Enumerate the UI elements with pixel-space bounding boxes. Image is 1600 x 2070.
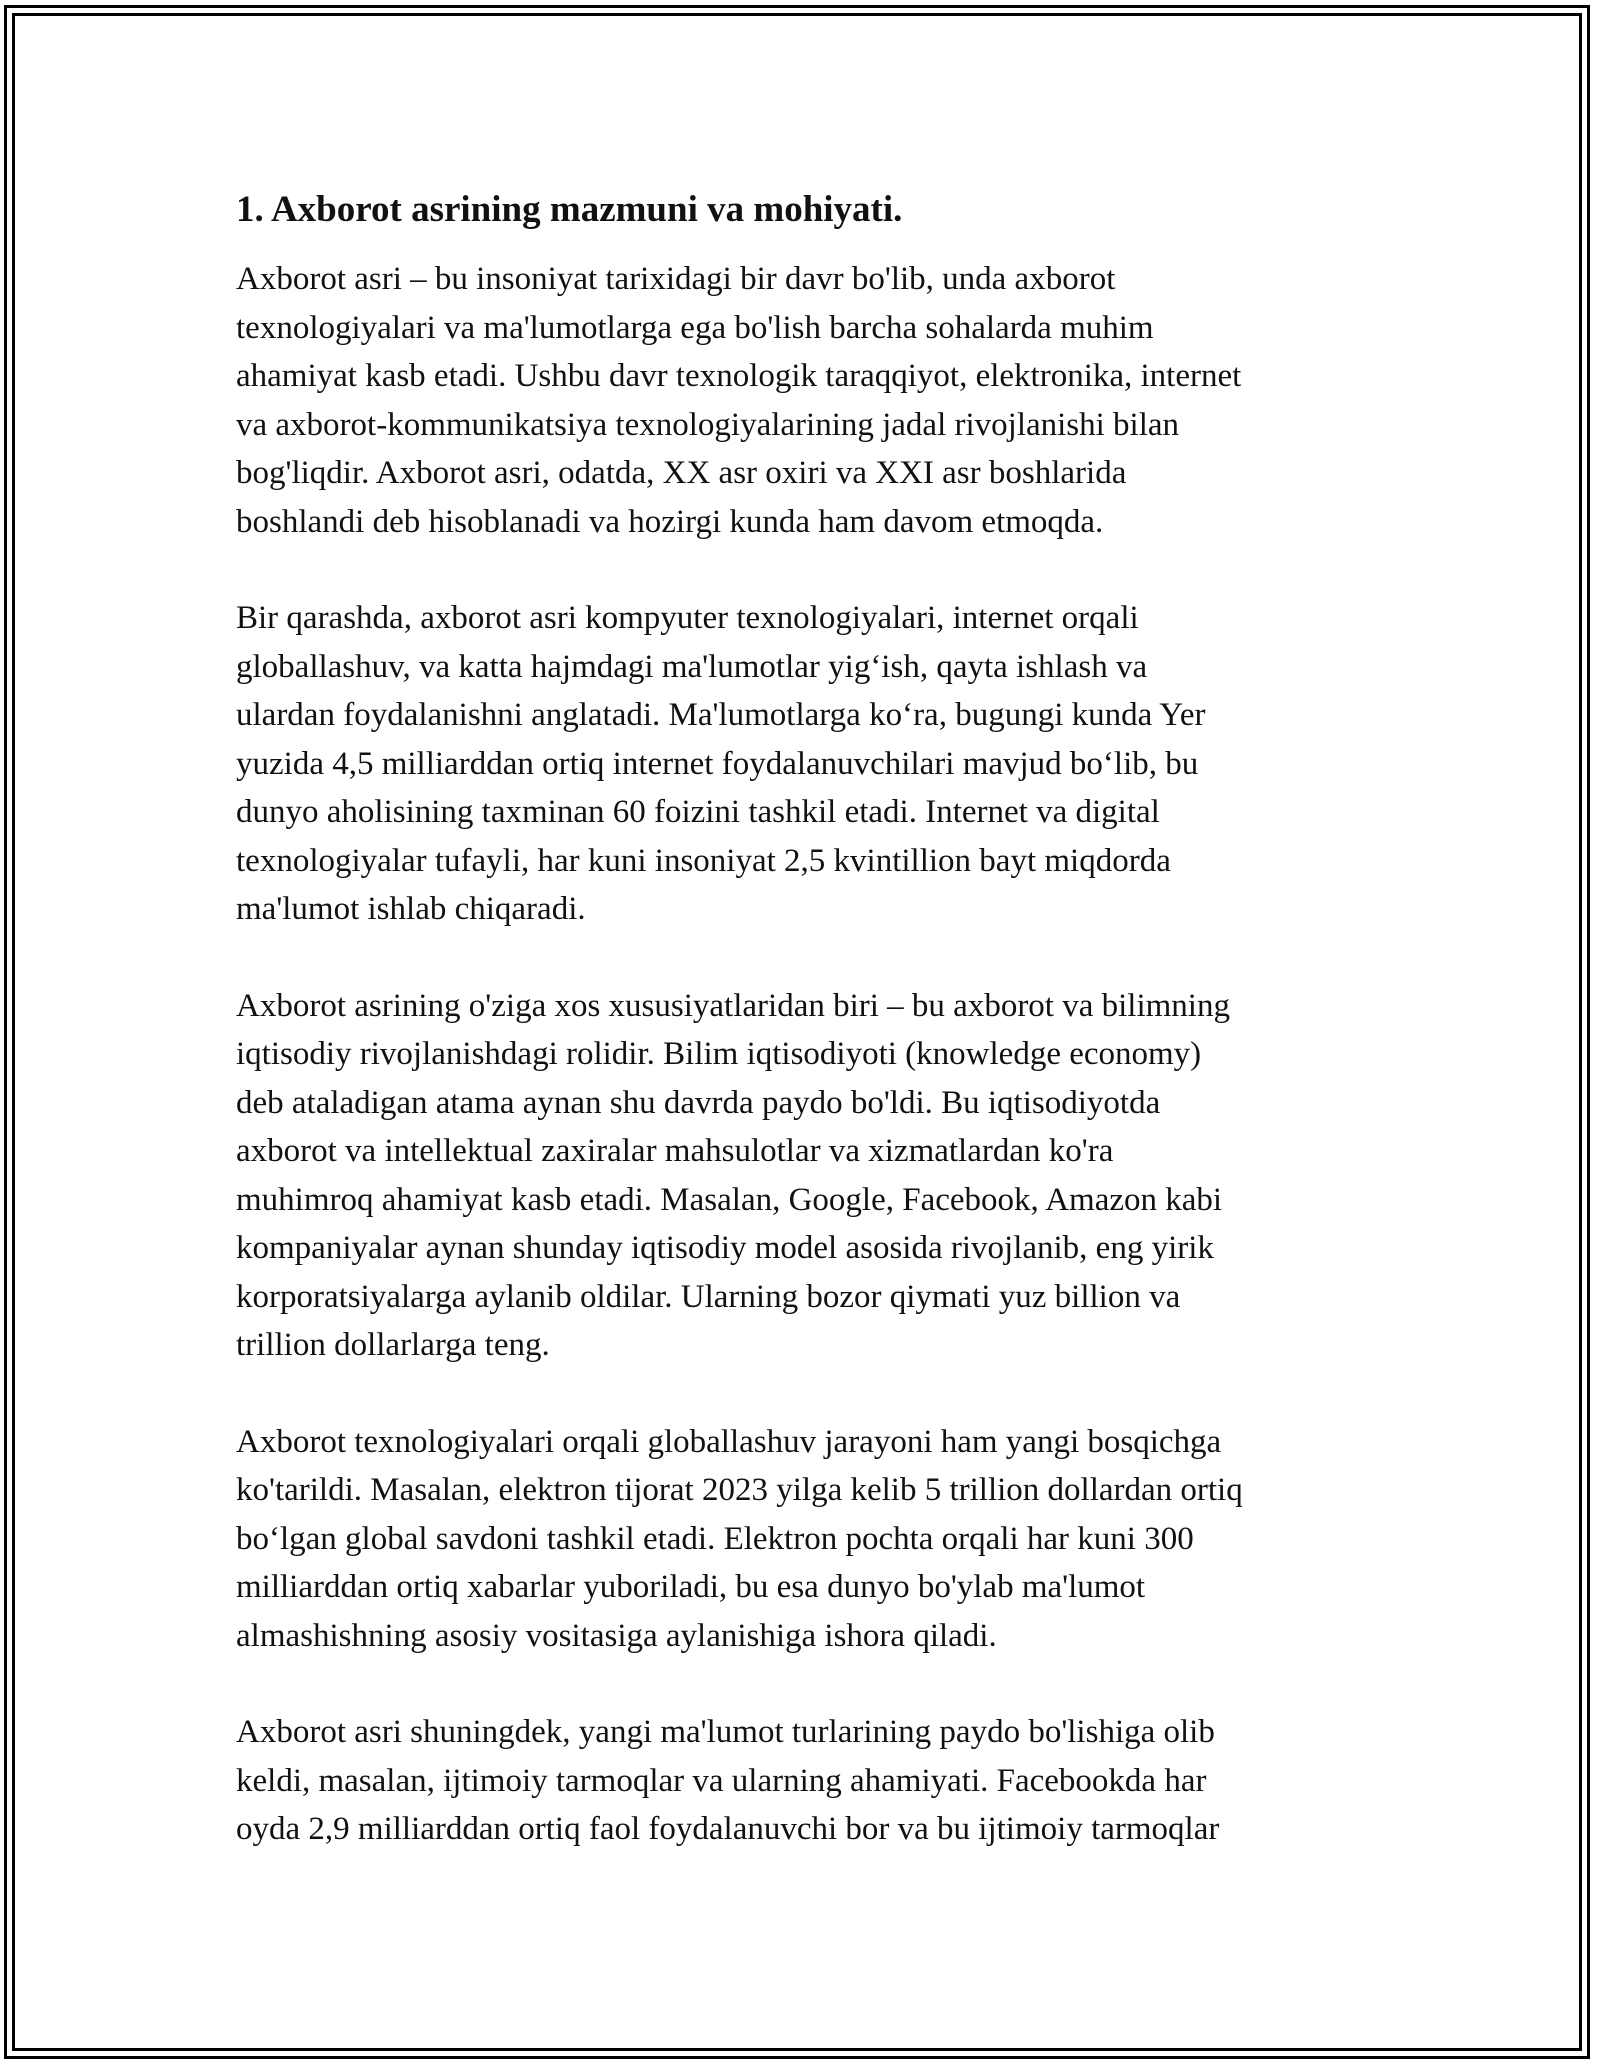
paragraph-list (236, 255, 1356, 1854)
paragraph-line: muhimroq ahamiyat kasb etadi. Masalan, Google, Facebook, Amazon kabi (236, 1181, 1223, 1218)
paragraph-line: korporatsiyalarga aylanib oldilar. Ularning bozor qiymati yuz billion va (236, 1278, 1181, 1315)
paragraph-line: oyda 2,9 milliarddan ortiq faol foydalanuvchi bor va bu ijtimoiy tarmoqlar (236, 1811, 1220, 1847)
paragraph-line: trillion dollarlarga teng. (236, 1327, 550, 1363)
paragraph-line: iqtisodiy rivojlanishdagi rolidir. Bilim iqtisodiyoti (knowledge economy) (236, 1036, 1202, 1072)
paragraph-line: boshlandi deb hisoblanadi va hozirgi kunda ham davom etmoqda. (236, 503, 1104, 540)
document-body (236, 186, 1356, 1902)
paragraph-line: ulardan foydalanishni anglatadi. Ma'lumotlarga ko‘ra, bugungi kunda Yer (236, 697, 1206, 733)
paragraph-line: bo‘lgan global savdoni tashkil etadi. Elektron pochta orqali har kuni 300 (236, 1520, 1194, 1557)
paragraph-line: Bir qarashda, axborot asri kompyuter texnologiyalari, internet orqali (236, 600, 1139, 636)
paragraph-line: keldi, masalan, ijtimoiy tarmoqlar va ularning ahamiyati. Facebookda har (236, 1762, 1207, 1799)
paragraph-line: Axborot asri – bu insoniyat tarixidagi bir davr bo'lib, unda axborot (236, 261, 1116, 297)
paragraph-line: yuzida 4,5 milliarddan ortiq internet foydalanuvchilari mavjud bo‘lib, bu (236, 745, 1199, 782)
paragraph-line: kompaniyalar aynan shunday iqtisodiy model asosida rivojlanib, eng yirik (236, 1230, 1214, 1266)
paragraph-line: Axborot asrining o'ziga xos xususiyatlaridan biri – bu axborot va bilimning (236, 987, 1230, 1024)
paragraph-line: bog'liqdir. Axborot asri, odatda, XX asr oxiri va XXI asr boshlarida (236, 455, 1127, 491)
paragraph-line: texnologiyalari va ma'lumotlarga ega bo'lish barcha sohalarda muhim (236, 309, 1154, 346)
body-paragraph (236, 1708, 1356, 1854)
paragraph-line: ma'lumot ishlab chiqaradi. (236, 891, 586, 927)
body-paragraph (236, 982, 1356, 1370)
paragraph-line: dunyo aholisining taxminan 60 foizini tashkil etadi. Internet va digital (236, 794, 1160, 830)
paragraph-line: deb ataladigan atama aynan shu davrda paydo bo'ldi. Bu iqtisodiyotda (236, 1084, 1161, 1121)
paragraph-line: axborot va intellektual zaxiralar mahsulotlar va xizmatlardan ko'ra (236, 1133, 1114, 1169)
paragraph-line: globallashuv, va katta hajmdagi ma'lumotlar yig‘ish, qayta ishlash va (236, 648, 1148, 685)
paragraph-line: ko'tarildi. Masalan, elektron tijorat 2023 yilga kelib 5 trillion dollardan ortiq (236, 1472, 1243, 1508)
body-paragraph (236, 594, 1356, 934)
paragraph-line: Axborot asri shuningdek, yangi ma'lumot turlarining paydo bo'lishiga olib (236, 1714, 1215, 1750)
body-paragraph (236, 1418, 1356, 1661)
paragraph-line: Axborot texnologiyalari orqali globallashuv jarayoni ham yangi bosqichga (236, 1423, 1222, 1460)
body-paragraph (236, 255, 1356, 546)
paragraph-line: almashishning asosiy vositasiga aylanishiga ishora qiladi. (236, 1617, 997, 1654)
section-heading: 1. Axborot asrining mazmuni va mohiyati. (236, 189, 903, 230)
paragraph-line: milliarddan ortiq xabarlar yuboriladi, bu esa dunyo bo'ylab ma'lumot (236, 1569, 1146, 1605)
paragraph-line: ahamiyat kasb etadi. Ushbu davr texnologik taraqqiyot, elektronika, internet (236, 358, 1242, 394)
paragraph-line: texnologiyalar tufayli, har kuni insoniyat 2,5 kvintillion bayt miqdorda (236, 842, 1171, 879)
paragraph-line: va axborot-kommunikatsiya texnologiyalarining jadal rivojlanishi bilan (236, 406, 1180, 443)
